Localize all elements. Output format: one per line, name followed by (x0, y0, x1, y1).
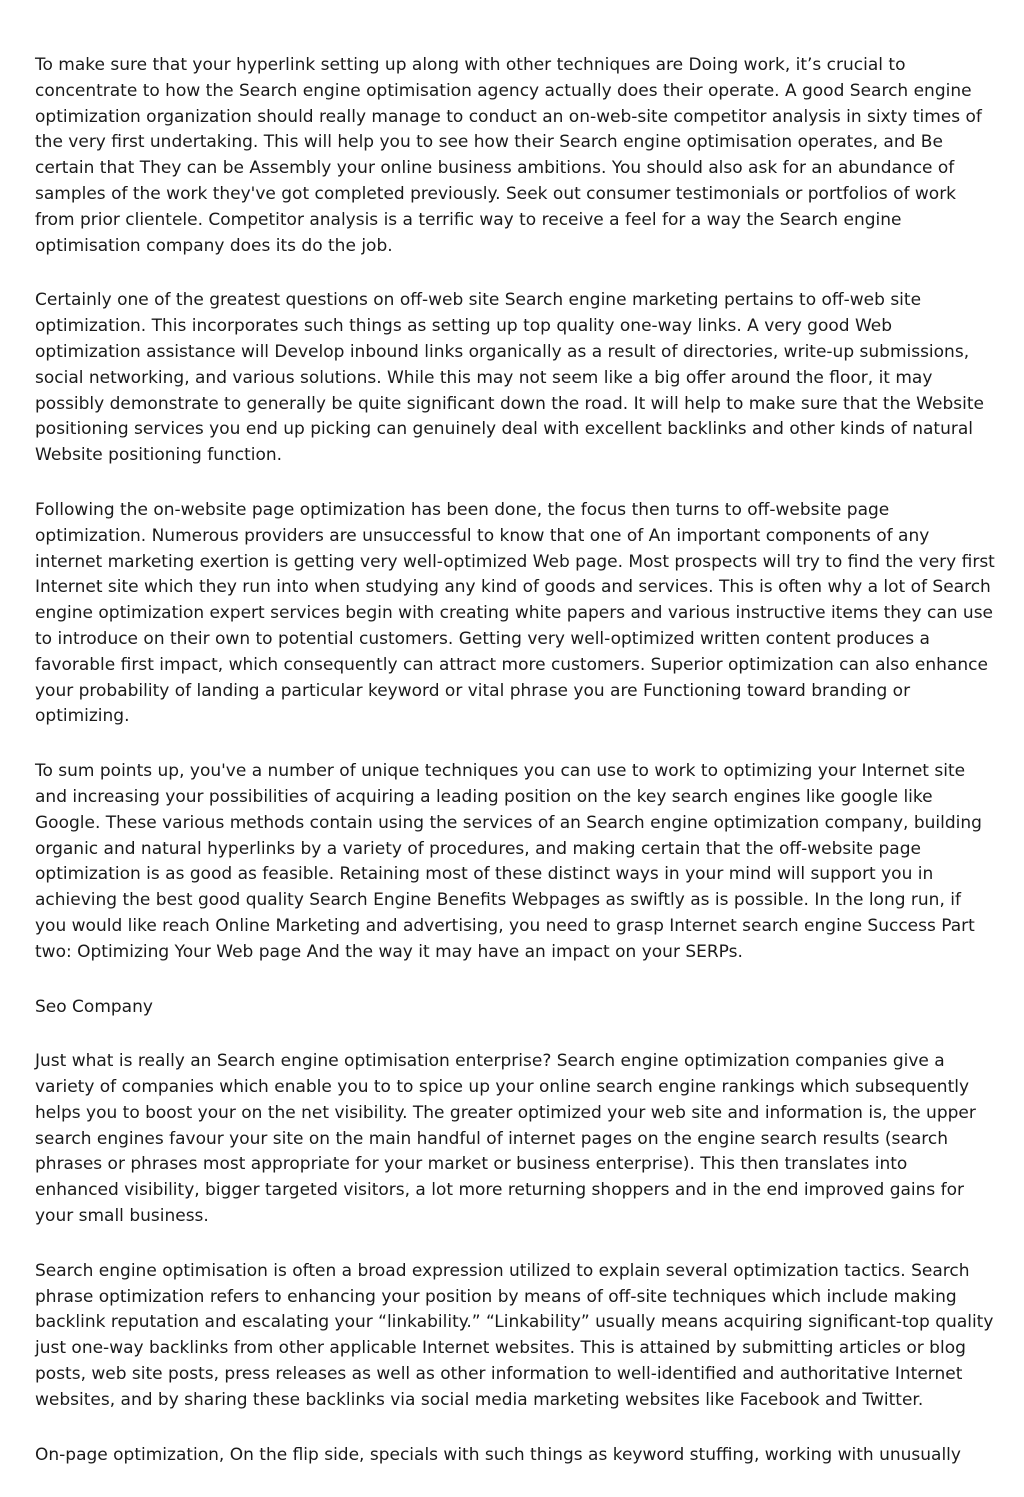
document-page (35, 53, 995, 1497)
paragraph: Certainly one of the greatest questions on off-web site Search engine marketing pertains to off-web site optimization. This incorporates such things as setting up top quality one-way links. A very good Web optimization assistance will Develop inbound links organically as a result of directories, write-up submissions, social networking, and various solutions. While this may not seem like a big offer around the floor, it may possibly demonstrate to generally be quite significant down the road. It will help to make sure that the Website positioning services you end up picking can genuinely deal with excellent backlinks and other kinds of natural Website positioning function. (35, 290, 984, 466)
paragraph: To sum points up, you've a number of unique techniques you can use to work to optimizing your Internet site and increasing your possibilities of acquiring a leading position on the key search engines like google like Google. These various methods contain using the services of an Search engine optimization company, building organic and natural hyperlinks by a variety of procedures, and making certain that the off-website page optimization is as good as feasible. Retaining most of these distinct ways in your mind will support you in achieving the best good quality Search Engine Benefits Webpages as swiftly as is possible. In the long run, if you would like reach Online Marketing and advertising, you need to grasp Internet search engine Success Part two: Optimizing Your Web page And the way it may have an impact on your SERPs. (35, 761, 982, 962)
paragraph: On-page optimization, On the flip side, specials with such things as keyword stuffing, working with unusually (35, 1444, 961, 1465)
paragraph: Following the on-website page optimization has been done, the focus then turns to off-website page optimization. Numerous providers are unsuccessful to know that one of An important components of any internet marketing exertion is getting very well-optimized Web page. Most prospects will try to find the very first Internet site which they run into when studying any kind of goods and services. This is often why a lot of Search engine optimization expert services begin with creating white papers and various instructive items they can use to introduce on their own to potential customers. Getting very well-optimized written content produces a favorable first impact, which consequently can attract more customers. Superior optimization can also enhance your probability of landing a particular keyword or vital phrase you are Functioning toward branding or optimizing. (35, 499, 995, 727)
paragraph: Search engine optimisation is often a broad expression utilized to explain several optimization tactics. Search phrase optimization refers to enhancing your position by means of off-site techniques which include making backlink reputation and escalating your “linkability.” “Linkability” usually means acquiring significant-top quality just one-way backlinks from other applicable Internet websites. This is attained by submitting articles or blog posts, web site posts, press releases as well as other information to well-identified and authoritative Internet websites, and by sharing these backlinks via social media marketing websites like Facebook and Twitter. (35, 1260, 994, 1410)
paragraph: To make sure that your hyperlink setting up along with other techniques are Doing work, it’s crucial to concentrate to how the Search engine optimisation agency actually does their operate. A good Search engine optimization organization should really manage to conduct an on-web-site competitor analysis in sixty times of the very first undertaking. This will help you to see how their Search engine optimisation operates, and Be certain that They can be Assembly your online business ambitions. You should also ask for an abundance of samples of the work they've got completed previously. Seek out consumer testimonials or portfolios of work from prior clientele. Competitor analysis is a terrific way to receive a feel for a way the Search engine optimisation company does its do the job. (35, 55, 982, 256)
section-heading: Seo Company (35, 996, 153, 1017)
paragraph: Just what is really an Search engine optimisation enterprise? Search engine optimization companies give a variety of companies which enable you to to spice up your online search engine rankings which subsequently helps you to boost your on the net visibility. The greater optimized your web site and information is, the upper search engines favour your site on the main handful of internet pages on the engine search results (search phrases or phrases most appropriate for your market or business enterprise). This then translates into enhanced visibility, bigger targeted visitors, a lot more returning shoppers and in the end improved gains for your small business. (35, 1051, 976, 1227)
